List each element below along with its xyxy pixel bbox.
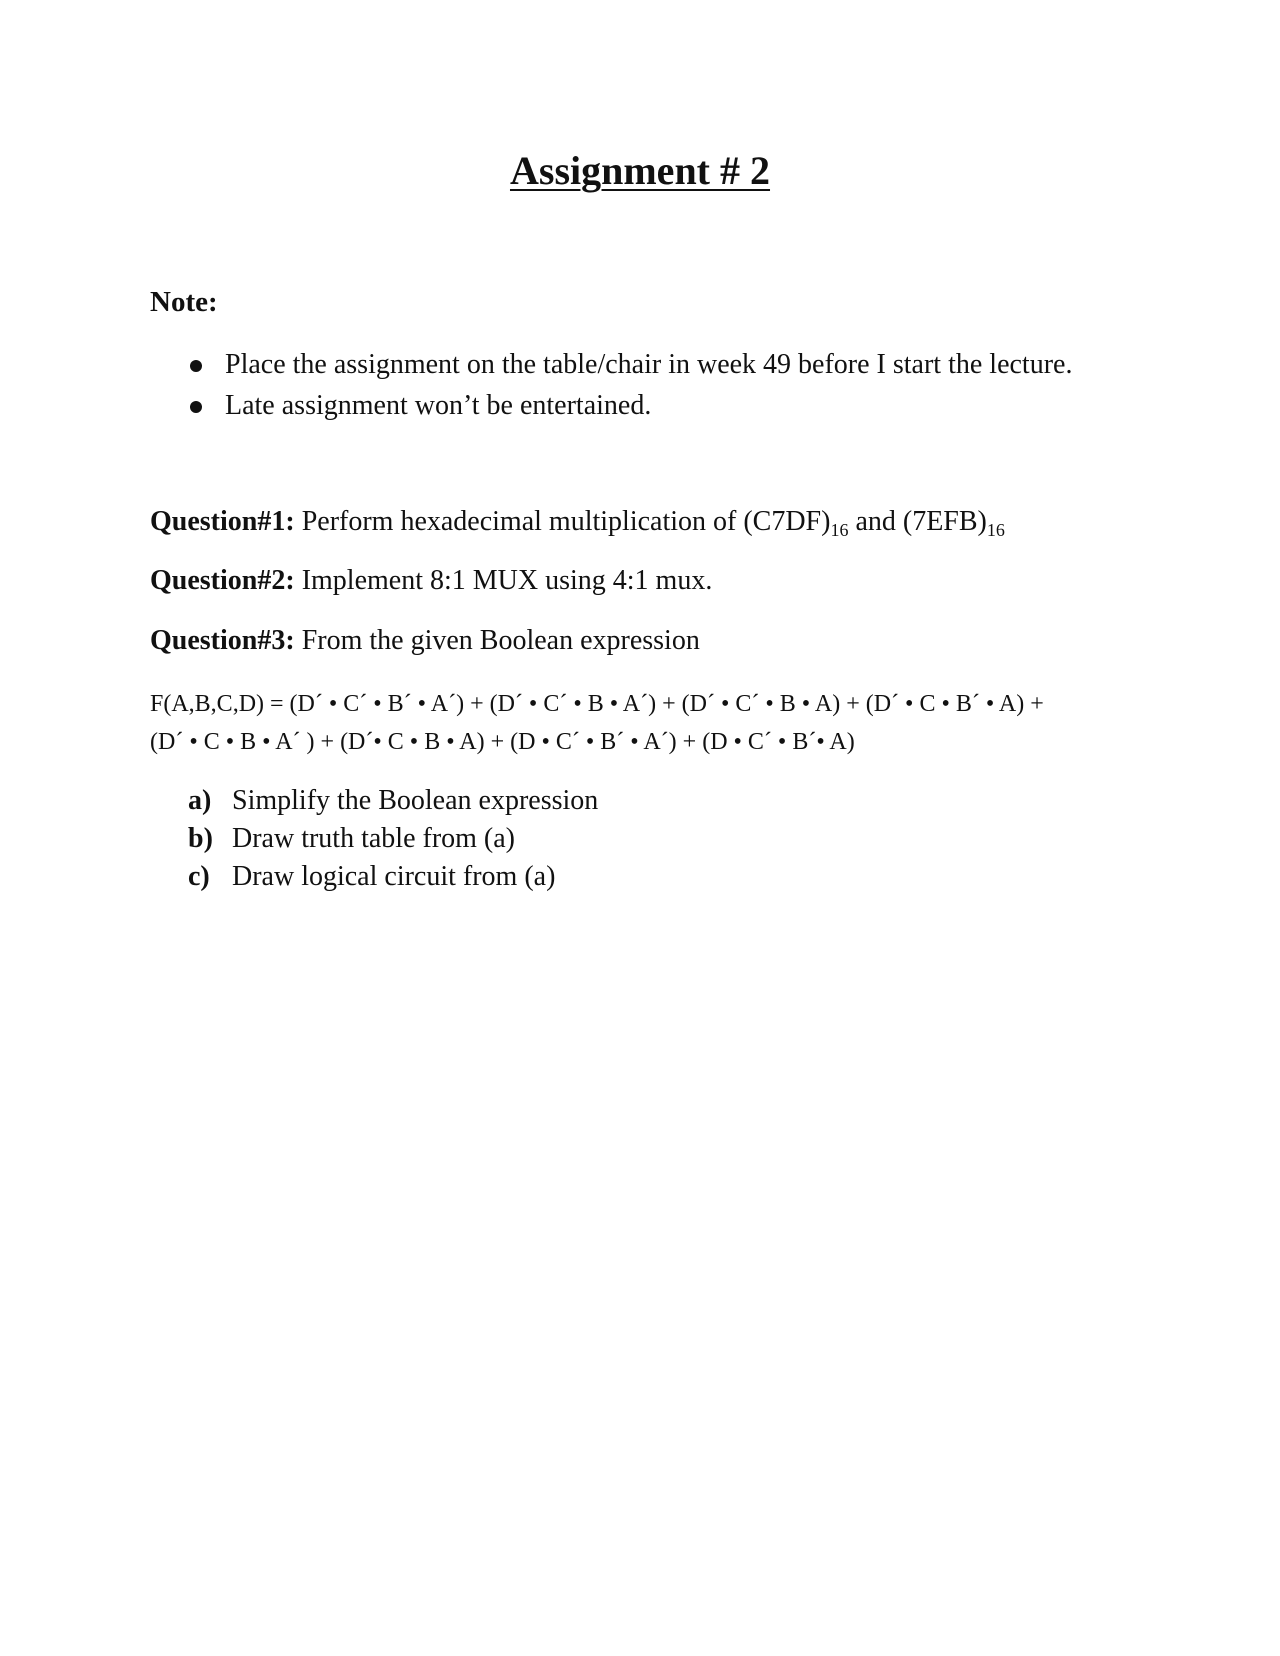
question-3-part bbox=[188, 820, 598, 858]
question-2-label: Question#2: bbox=[150, 565, 295, 596]
question-1-text-mid: and (7EFB) bbox=[855, 506, 987, 537]
question-3-text: From the given Boolean expression bbox=[301, 625, 700, 656]
note-item-text: Late assignment won’t be entertained. bbox=[225, 390, 652, 421]
title-text: Assignment # 2 bbox=[509, 148, 771, 193]
question-1 bbox=[150, 505, 1005, 539]
part-text: Draw logical circuit from (a) bbox=[232, 861, 556, 892]
question-1-subscript-1: 16 bbox=[830, 520, 849, 540]
boolean-expression-line-1: F(A,B,C,D) = (D´ • C´ • B´ • A´) + (D´ • C´ • B • A´) + (D´ • C´ • B • A) + (D´ • C • B´ • A) + bbox=[150, 691, 1044, 717]
bullet-icon bbox=[190, 401, 202, 413]
question-2-text: Implement 8:1 MUX using 4:1 mux. bbox=[301, 565, 713, 596]
bullet-icon bbox=[190, 360, 202, 372]
part-text: Draw truth table from (a) bbox=[232, 823, 515, 854]
note-item bbox=[150, 344, 1072, 385]
question-2 bbox=[150, 564, 712, 598]
question-3 bbox=[150, 624, 700, 658]
question-3-parts bbox=[188, 782, 598, 896]
question-3-label: Question#3: bbox=[150, 625, 295, 656]
part-text: Simplify the Boolean expression bbox=[232, 785, 599, 816]
note-heading: Note: bbox=[150, 286, 218, 318]
question-1-text: Perform hexadecimal multiplication of (C7DF) bbox=[301, 506, 831, 537]
note-item-text: Place the assignment on the table/chair in week 49 before I start the lecture. bbox=[225, 349, 1073, 380]
note-item bbox=[150, 385, 1072, 426]
note-list bbox=[150, 344, 1072, 426]
question-1-subscript-2: 16 bbox=[986, 520, 1005, 540]
question-3-part bbox=[188, 782, 598, 820]
question-1-label: Question#1: bbox=[150, 506, 295, 537]
question-3-part bbox=[188, 858, 598, 896]
part-label: b) bbox=[188, 823, 213, 854]
page-title bbox=[0, 148, 1280, 194]
part-label: a) bbox=[188, 785, 212, 816]
boolean-expression-line-2: (D´ • C • B • A´ ) + (D´• C • B • A) + (D • C´ • B´ • A´) + (D • C´ • B´• A) bbox=[150, 729, 855, 755]
part-label: c) bbox=[188, 861, 210, 892]
